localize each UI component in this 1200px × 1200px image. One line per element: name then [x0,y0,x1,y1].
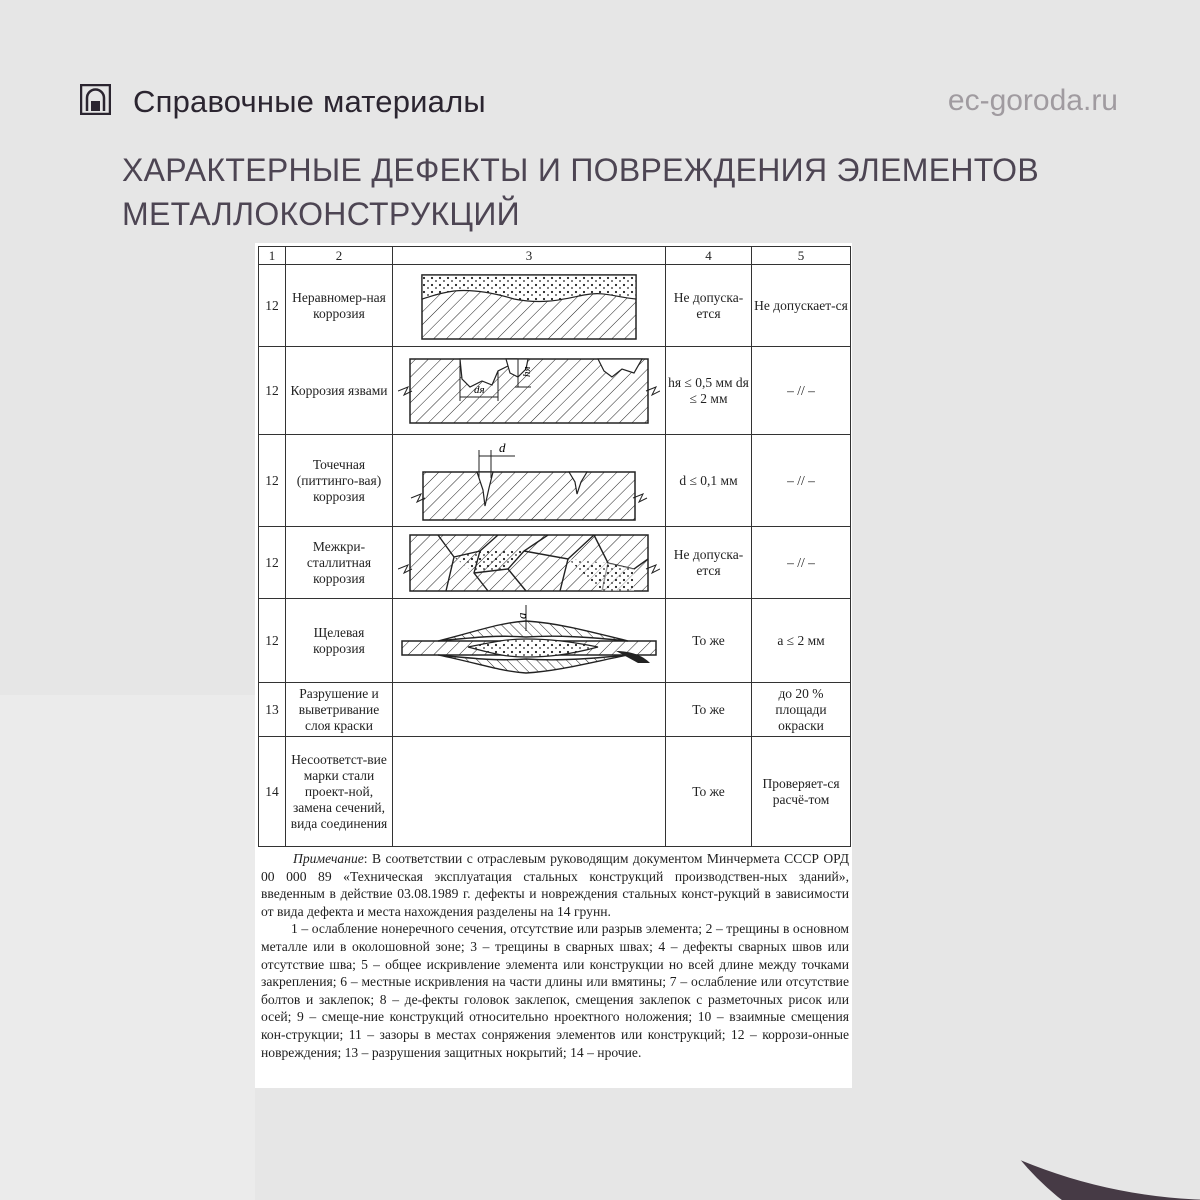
table-header-cell: 1 [259,247,286,265]
limit-note: Не допускает-ся [752,265,851,347]
ulcer-corrosion-figure [398,351,660,431]
defect-figure [393,737,666,847]
row-number: 12 [259,527,286,599]
row-number: 12 [259,435,286,527]
defect-name: Щелевая коррозия [286,599,393,683]
limit-value: То же [666,599,752,683]
table-row [259,265,851,347]
row-number: 14 [259,737,286,847]
limit-value: Не допуска-ется [666,527,752,599]
defect-name: Разрушение и выветривание слоя краски [286,683,393,737]
defect-name: Межкри-сталлитная коррозия [286,527,393,599]
defects-table [258,246,851,847]
limit-value: То же [666,683,752,737]
note-lead: Примечание [293,851,364,866]
background-panel [0,695,255,1200]
table-header-row [259,247,851,265]
table-row [259,527,851,599]
figure-label: dя [474,383,485,396]
defect-figure [393,347,666,435]
limit-note: до 20 % площади окраски [752,683,851,737]
limit-note: – // – [752,347,851,435]
defect-figure [393,265,666,347]
defect-figure [393,527,666,599]
table-row [259,737,851,847]
limit-note: a ≤ 2 мм [752,599,851,683]
page-heading: ХАРАКТЕРНЫЕ ДЕФЕКТЫ И ПОВРЕЖДЕНИЯ ЭЛЕМЕНТОВ МЕТАЛЛОКОНСТРУКЦИЙ [122,152,1039,232]
table-row [259,683,851,737]
defect-name: Неравномер-ная коррозия [286,265,393,347]
limit-note: – // – [752,527,851,599]
table-header-cell: 4 [666,247,752,265]
building-logo-icon [80,84,111,115]
row-number: 13 [259,683,286,737]
limit-note: Проверяет-ся расчё-том [752,737,851,847]
limit-value: То же [666,737,752,847]
document-scan [255,243,852,1088]
limit-value: hя ≤ 0,5 мм dя ≤ 2 мм [666,347,752,435]
crevice-corrosion-figure [398,601,660,681]
limit-note: – // – [752,435,851,527]
table-footnote [261,850,849,1061]
header-title: Справочные материалы [133,84,486,119]
defect-name: Точечная (питтинго-вая) коррозия [286,435,393,527]
table-header-cell: 5 [752,247,851,265]
row-number: 12 [259,599,286,683]
site-link[interactable]: ec-goroda.ru [947,84,1118,117]
row-number: 12 [259,347,286,435]
row-number: 12 [259,265,286,347]
limit-value: Не допуска-ется [666,265,752,347]
limit-value: d ≤ 0,1 мм [666,435,752,527]
defect-figure [393,435,666,527]
defect-name: Несоответст-вие марки стали проект-ной, замена сечений, вида соединения [286,737,393,847]
table-row [259,347,851,435]
note-paragraph: : В соответствии с отраслевым руководящим документом Минчермета СССР ОРД 00 000 89 «Техническая эксплуатация стальных конструкций производствен-ных зданий», введенным в действие 03.08.1989 г. дефекты и новреждения стальных конст-рукций в зависимости от вида дефекта и места нахождения разделены на 14 грунн. [261,851,849,919]
figure-label: hя [521,365,533,377]
intercrystalline-corrosion-figure [398,529,660,597]
defect-figure [393,599,666,683]
table-header-cell: 2 [286,247,393,265]
table-header-cell: 3 [393,247,666,265]
defect-figure [393,683,666,737]
pitting-corrosion-figure [409,438,649,524]
figure-label: a [514,612,529,619]
uneven-corrosion-figure [414,269,644,343]
figure-label: d [499,439,506,455]
note-paragraph: 1 – ослабление нонеречного сечения, отсутствие или разрыв элемента; 2 – трещины в основном металле или в околошовной зоне; 3 – трещины в сварных швах; 4 – дефекты сварных швов или отсутствие шва; 5 – общее искривление элемента или конструкции но всей длине между точками закрепления; 6 – местные искривления на части длины или вмятины; 7 – ослабление или отсутствие болтов и заклепок; 8 – де-фекты головок заклепок, смещения заклепок с разметочных рисок или осей; 9 – смеще-ние конструкций относительно нроектного ноложения; 10 – взаимные смещения кон-струкции; 11 – зазоры в местах сонряжения элементов или конструкций; 12 – коррози-онные новреждения; 13 – разрушения защитных нокрытий; 14 – нрочие. [261,921,849,1060]
defect-name: Коррозия язвами [286,347,393,435]
table-row [259,599,851,683]
table-row [259,435,851,527]
